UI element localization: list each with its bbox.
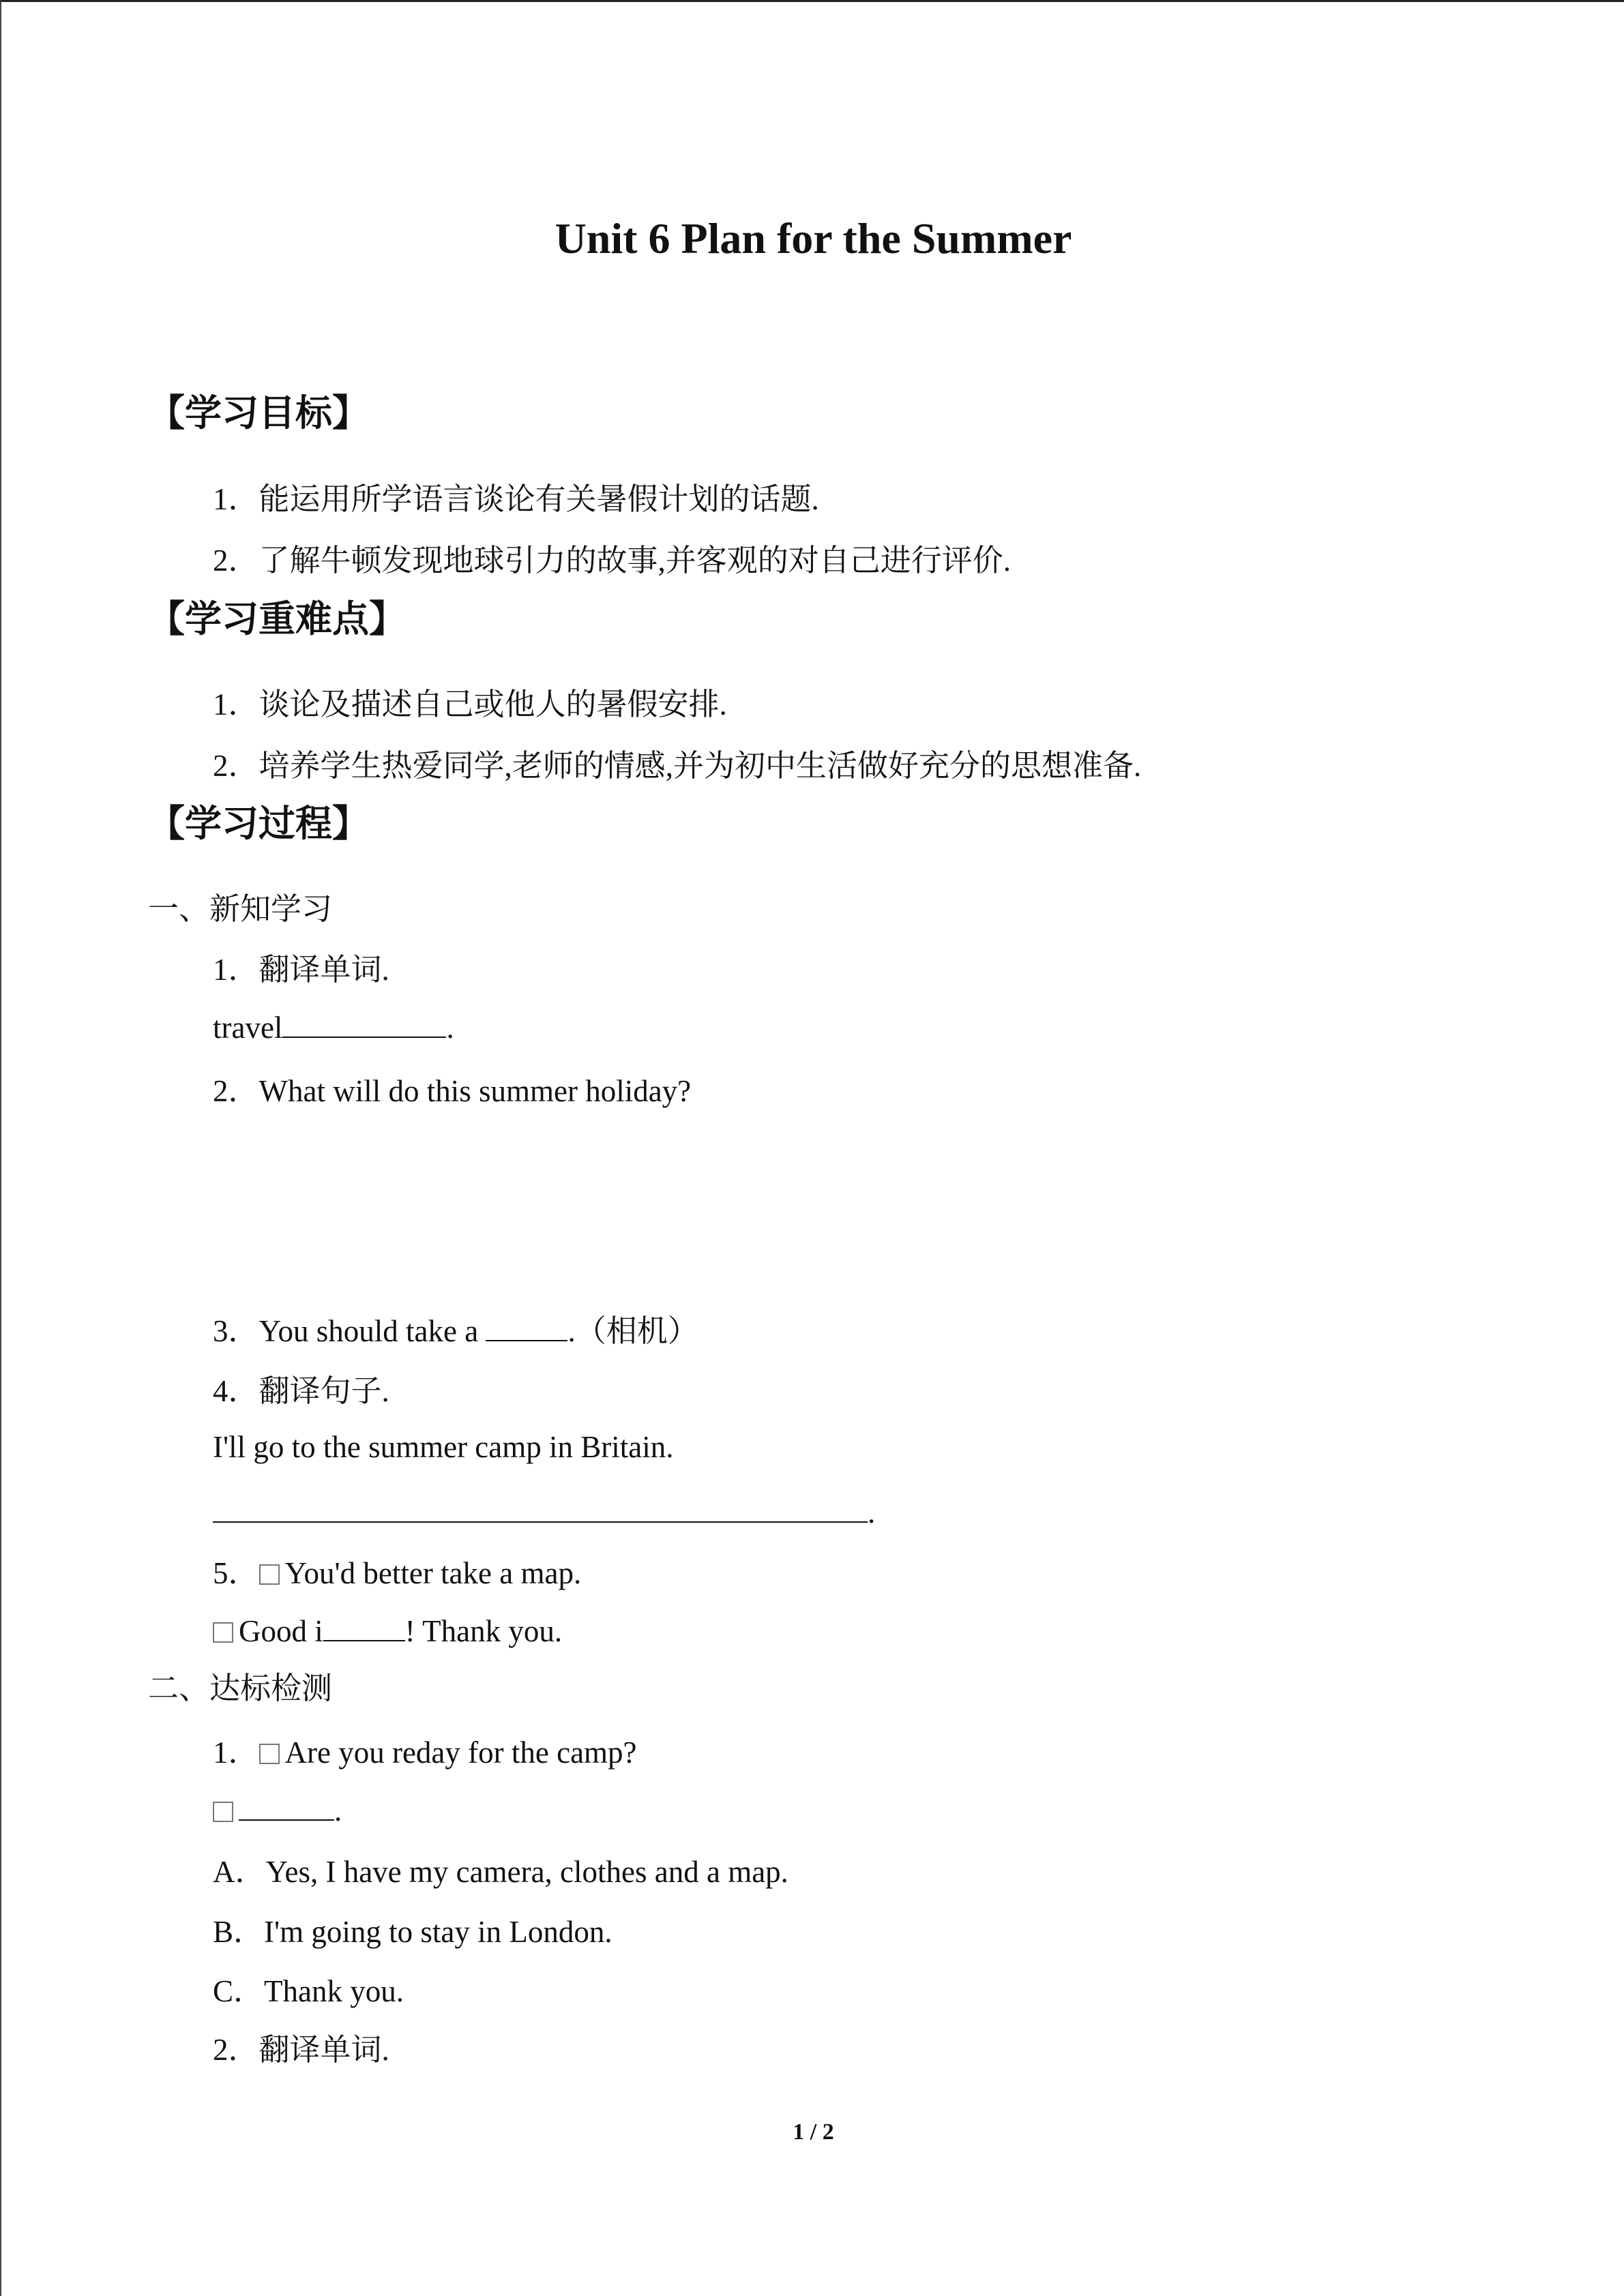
part2-heading: 二、达标检测 — [148, 1671, 333, 1705]
dialogue-line: Good i — [239, 1614, 323, 1648]
box-icon — [259, 1564, 280, 1585]
section-goals-heading: 【学习目标】 — [148, 391, 369, 434]
part1-question-2: 2．What will do this summer holiday? — [213, 1074, 692, 1108]
part2-question-1-line1 — [213, 1727, 637, 1772]
part1-question-1-answer — [213, 1006, 454, 1045]
dialogue-line: Are you reday for the camp? — [284, 1735, 637, 1770]
keypoint-item: 2．培养学生热爱同学,老师的情感,并为初中生活做好充分的思想准备. — [213, 749, 1142, 783]
part1-question-4-answer — [213, 1491, 875, 1530]
answer-blank[interactable] — [213, 1491, 868, 1523]
question-3-hint: .（相机） — [567, 1314, 698, 1348]
goal-item: 2．了解牛顿发现地球引力的故事,并客观的对自己进行评价. — [213, 543, 1012, 578]
question-number: 1． — [213, 1735, 259, 1770]
page-title: Unit 6 Plan for the Summer — [555, 214, 1072, 263]
question-3-text: 3．You should take a — [213, 1314, 486, 1348]
answer-blank[interactable] — [239, 1789, 334, 1821]
word-travel: travel — [213, 1011, 283, 1045]
box-icon — [213, 1802, 233, 1822]
part1-question-4: 4．翻译句子. — [213, 1374, 389, 1408]
page-number: 1 / 2 — [793, 2119, 834, 2145]
part1-heading: 一、新知学习 — [148, 892, 333, 926]
part1-question-5-line1 — [213, 1548, 581, 1592]
answer-blank[interactable] — [282, 1006, 446, 1038]
period: . — [446, 1011, 454, 1045]
period: . — [334, 1793, 342, 1828]
section-process-heading: 【学习过程】 — [148, 802, 369, 845]
box-icon — [259, 1744, 280, 1764]
part1-question-5-line2 — [213, 1609, 562, 1649]
question-number: 5． — [213, 1556, 259, 1590]
dialogue-line: You'd better take a map. — [284, 1556, 582, 1590]
part2-question-2: 2．翻译单词. — [213, 2033, 389, 2067]
dialogue-line-end: ! Thank you. — [404, 1614, 563, 1648]
goal-item: 1．能运用所学语言谈论有关暑假计划的话题. — [213, 482, 819, 516]
part1-question-3 — [213, 1306, 698, 1350]
answer-blank[interactable] — [486, 1309, 567, 1341]
section-keypoints-heading: 【学习重难点】 — [148, 597, 406, 640]
box-icon — [213, 1622, 233, 1643]
keypoint-item: 1．谈论及描述自己或他人的暑假安排. — [213, 687, 727, 721]
part1-question-1: 1．翻译单词. — [213, 953, 389, 987]
period: . — [868, 1495, 876, 1530]
part1-question-4-sentence: I'll go to the summer camp in Britain. — [213, 1430, 674, 1464]
option-a: A．Yes, I have my camera, clothes and a map. — [213, 1855, 788, 1889]
option-c: C．Thank you. — [213, 1974, 404, 2008]
answer-blank[interactable] — [323, 1609, 405, 1641]
option-b: B．I'm going to stay in London. — [213, 1915, 612, 1949]
part2-question-1-line2 — [213, 1789, 342, 1828]
